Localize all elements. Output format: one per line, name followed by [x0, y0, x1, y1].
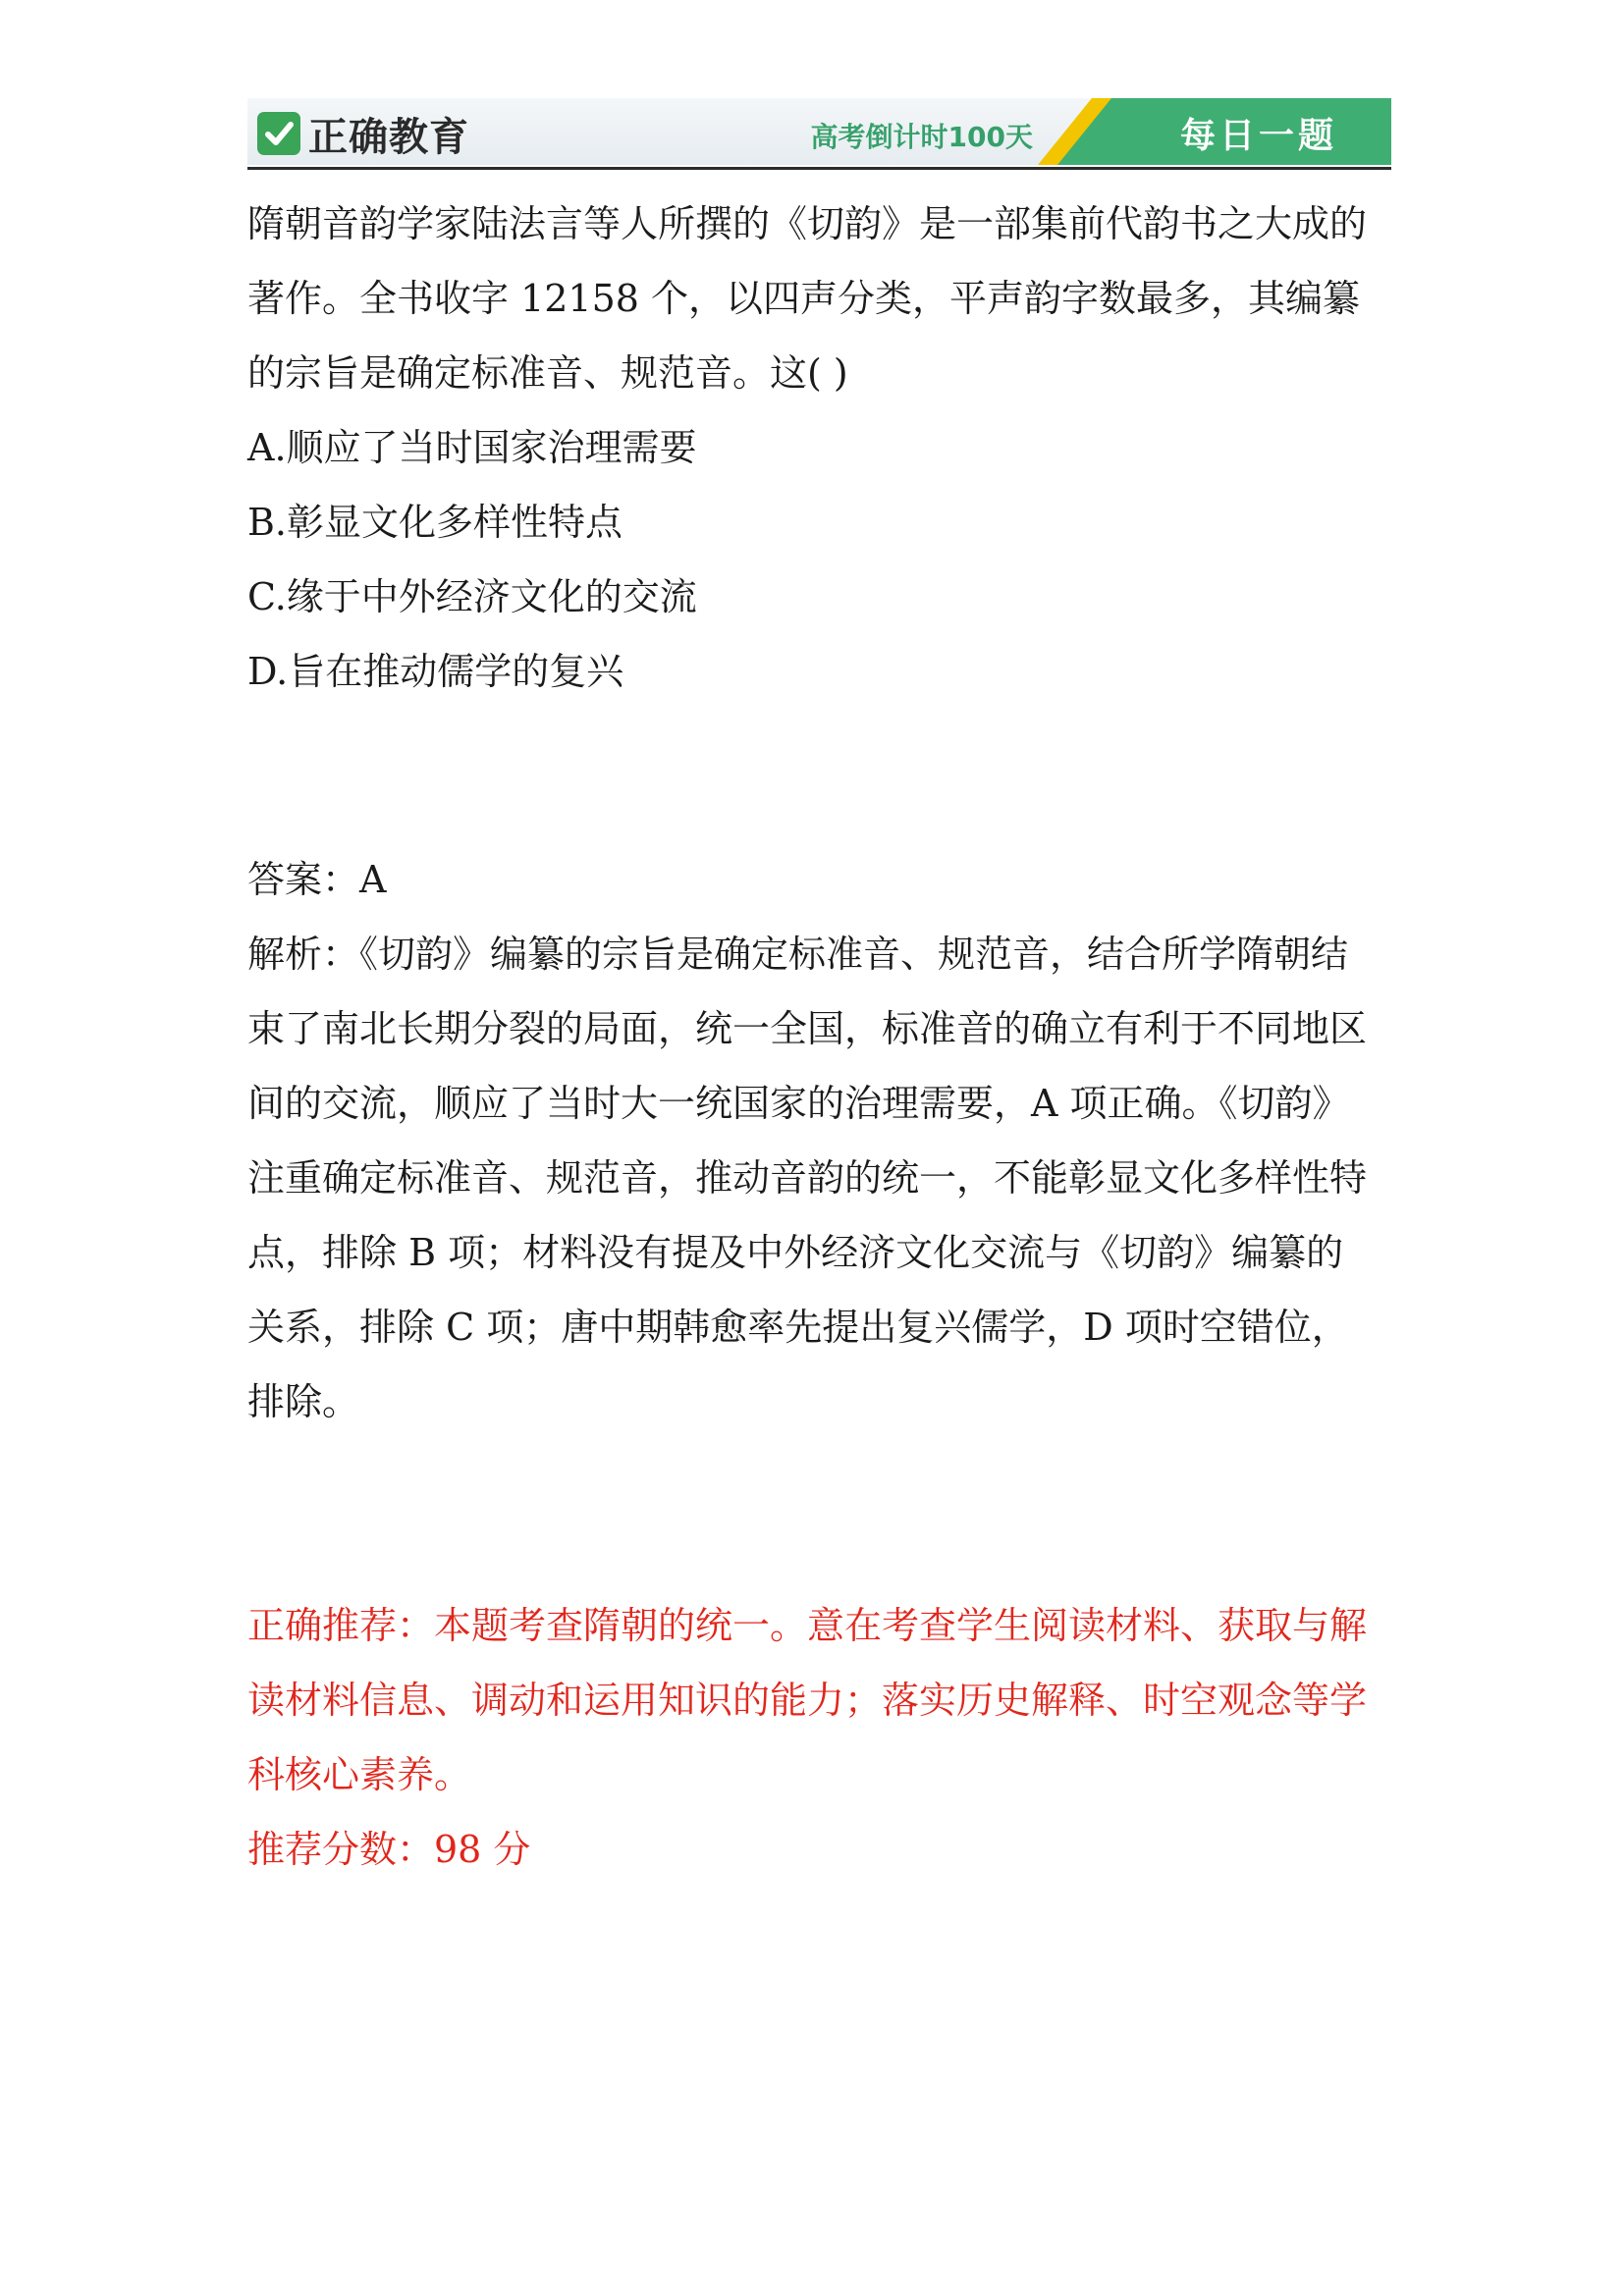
- recommendation-block: [247, 1588, 1377, 1887]
- answer-block: [247, 842, 1377, 1439]
- option-b: B.彰显文化多样性特点: [247, 501, 623, 544]
- answer-line: 答案：A: [247, 858, 387, 901]
- recommendation-score: 推荐分数：98 分: [247, 1828, 531, 1871]
- daily-question-label: 每日一题: [1179, 116, 1337, 156]
- option-a: A.顺应了当时国家治理需要: [247, 426, 697, 469]
- options-list: [247, 410, 1377, 709]
- question-stem-block: [247, 187, 1377, 410]
- page-header: [247, 98, 1391, 167]
- option-d: D.旨在推动儒学的复兴: [247, 650, 624, 693]
- brand-logo: [257, 111, 469, 160]
- brand-name: 正确教育: [308, 114, 469, 160]
- daily-question-tab: [1038, 98, 1391, 165]
- question-stem: 隋朝音韵学家陆法言等人所撰的《切韵》是一部集前代韵书之大成的著作。全书收字 12158 个，以四声分类，平声韵字数最多，其编纂的宗旨是确定标准音、规范音。这( ): [247, 202, 1368, 395]
- header-divider: [247, 167, 1391, 170]
- option-c: C.缘于中外经济文化的交流: [247, 575, 697, 618]
- analysis-text: 解析：《切韵》编纂的宗旨是确定标准音、规范音，结合所学隋朝结束了南北长期分裂的局面，统一全国，标准音的确立有利于不同地区间的交流，顺应了当时大一统国家的治理需要，A 项正确。《切韵》注重确定标准音、规范音，推动音韵的统一，不能彰显文化多样性特点，排除 B 项；材料没有提及中外经济文化交流与《切韵》编纂的关系，排除 C 项；唐中期韩愈率先提出复兴儒学，D 项时空错位，排除。: [247, 933, 1368, 1423]
- recommendation-text: 正确推荐：本题考查隋朝的统一。意在考查学生阅读材料、获取与解读材料信息、调动和运用知识的能力；落实历史解释、时空观念等学科核心素养。: [247, 1604, 1368, 1796]
- check-icon: [257, 112, 300, 155]
- countdown-text: 高考倒计时100天: [810, 121, 1033, 153]
